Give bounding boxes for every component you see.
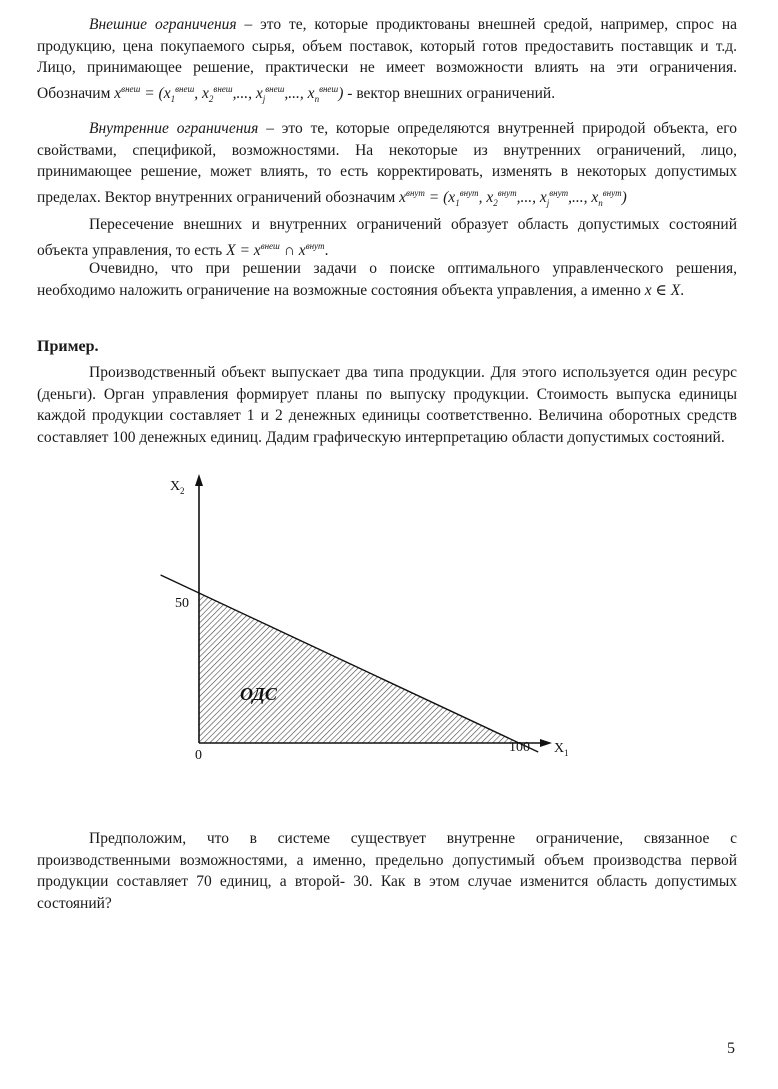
external-text: – это те, которые продиктованы внешней средой, например, спрос на продукцию, цена покупаемого сырья, объем поставок, который готов предоставить поставщик и т.д. Лицо, принимающее решение, практически не имеет возможности влиять на эти ограничения. Обозначим: [37, 16, 738, 102]
paragraph-external-constraints: [37, 14, 737, 110]
x-axis-label-sub: 1: [564, 748, 569, 758]
paragraph-example: [37, 362, 737, 448]
y-axis-arrow: [195, 474, 203, 486]
x-tick-100: 100: [509, 740, 530, 755]
term-external: Внешние ограничения: [89, 16, 237, 33]
obvious-formula: x ∈ X: [644, 281, 681, 299]
intersection-text: Пересечение внешних и внутренних ограничений образует область допустимых состояний объекта управления, то есть: [37, 216, 737, 259]
obvious-tail: .: [680, 281, 685, 299]
region-label: ОДС: [240, 684, 277, 704]
intersection-formula: $X = x^{внеш}$ ∩ $x^{внут}$: [226, 240, 325, 259]
external-formula: $x^{внеш} = (x_1^{внеш}$, $x_2^{внеш}$,..., $x_j^{внеш}$,..., $x_n^{внеш}$): [114, 83, 344, 104]
intersection-tail: .: [324, 241, 329, 259]
paragraph-internal-constraints: [37, 118, 737, 214]
paragraph-assume: [37, 828, 737, 914]
y-tick-50: 50: [175, 596, 189, 611]
page-number: 5: [727, 1040, 735, 1057]
obvious-text: Очевидно, что при решении задачи о поиске оптимального управленческого решения, необходимо наложить ограничение на возможные состояния объекта управления, а именно: [37, 260, 737, 299]
paragraph-intersection: [37, 214, 737, 261]
example-heading: Пример.: [37, 338, 99, 355]
odc-chart: [0, 460, 778, 820]
external-tail: - вектор внешних ограничений.: [343, 84, 556, 102]
internal-formula: $x^{внут} = (x_1^{внут}$, $x_2^{внут}$,..., $x_j^{внут}$,..., $x_n^{внут}$): [399, 187, 627, 208]
y-axis-label-sub: 2: [180, 486, 185, 496]
assume-text: Предположим, что в системе существует внутренне ограничение, связанное с производственными возможностями, а именно, предельно допустимый объем производства первой продукции составляет 70 единиц, а второй- 30. Как в этом случае изменится область допустимых состояний?: [37, 830, 737, 912]
x-axis-arrow: [540, 739, 552, 747]
x-axis-label: X: [554, 741, 565, 756]
term-internal: Внутренние ограничения: [89, 120, 259, 137]
internal-text: – это те, которые определяются внутренней природой объекта, его свойствами, спецификой, возможностями. На некоторые из внутренних ограничений, лицо, принимающее решение, может влиять, то есть корректировать, изменять в некоторых допустимых пределах. Вектор внутренних ограничений обозначим: [37, 120, 737, 206]
paragraph-obvious: [37, 258, 737, 301]
x-tick-0: 0: [195, 748, 202, 763]
y-axis-label: X: [170, 479, 181, 494]
example-text: Производственный объект выпускает два типа продукции. Для этого используется один ресурс (деньги). Орган управления формирует планы по выпуску продукции. Стоимость выпуска единицы каждой продукции составляет 1 и 2 денежных единицы соответственно. Величина оборотных средств составляет 100 денежных единиц. Дадим графическую интерпретацию области допустимых состояний.: [37, 364, 737, 446]
